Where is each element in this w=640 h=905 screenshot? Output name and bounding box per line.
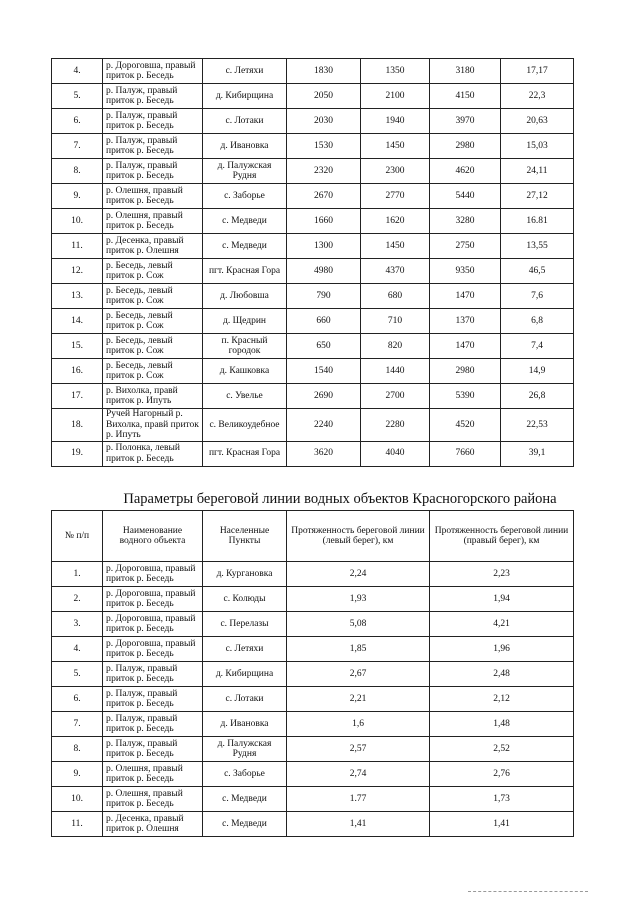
water-object-name: р. Десенка, правый приток р. Олешня xyxy=(103,234,203,259)
row-number: 19. xyxy=(52,441,103,466)
table-row xyxy=(52,637,574,662)
settlement: с. Перелазы xyxy=(203,612,287,637)
value-3: 4620 xyxy=(430,159,501,184)
table-row xyxy=(52,209,574,234)
value-1: 4980 xyxy=(287,259,361,284)
value-2: 2700 xyxy=(361,384,430,409)
right-bank-length: 2,12 xyxy=(430,687,574,712)
left-bank-length: 1.77 xyxy=(287,787,430,812)
left-bank-length: 2,24 xyxy=(287,562,430,587)
settlement: с. Медведи xyxy=(203,812,287,837)
water-object-name: р. Беседь, левый приток р. Сож xyxy=(103,334,203,359)
value-2: 2280 xyxy=(361,409,430,442)
value-2: 1940 xyxy=(361,109,430,134)
value-2: 820 xyxy=(361,334,430,359)
value-2: 1440 xyxy=(361,359,430,384)
value-3: 5440 xyxy=(430,184,501,209)
row-number: 9. xyxy=(52,762,103,787)
value-3: 2750 xyxy=(430,234,501,259)
value-2: 2770 xyxy=(361,184,430,209)
table-row xyxy=(52,284,574,309)
right-bank-length: 2,52 xyxy=(430,737,574,762)
water-object-name: р. Дороговша, правый приток р. Беседь xyxy=(103,587,203,612)
header-number: № п/п xyxy=(52,511,103,562)
water-object-name: р. Олешня, правый приток р. Беседь xyxy=(103,787,203,812)
value-4: 7,4 xyxy=(501,334,574,359)
row-number: 2. xyxy=(52,587,103,612)
water-object-name: р. Палуж, правый приток р. Беседь xyxy=(103,109,203,134)
water-object-name: р. Палуж, правый приток р. Беседь xyxy=(103,737,203,762)
shoreline-table xyxy=(51,510,574,837)
right-bank-length: 2,76 xyxy=(430,762,574,787)
table-row xyxy=(52,812,574,837)
table-row xyxy=(52,737,574,762)
row-number: 11. xyxy=(52,812,103,837)
right-bank-length: 1,96 xyxy=(430,637,574,662)
value-1: 2670 xyxy=(287,184,361,209)
value-2: 680 xyxy=(361,284,430,309)
left-bank-length: 1,85 xyxy=(287,637,430,662)
water-object-name: р. Полонка, левый приток р. Беседь xyxy=(103,441,203,466)
table-row xyxy=(52,359,574,384)
settlement: д. Ивановка xyxy=(203,712,287,737)
row-number: 18. xyxy=(52,409,103,442)
value-1: 1830 xyxy=(287,59,361,84)
table-row xyxy=(52,184,574,209)
value-2: 710 xyxy=(361,309,430,334)
value-3: 4150 xyxy=(430,84,501,109)
value-3: 2980 xyxy=(430,359,501,384)
value-4: 17,17 xyxy=(501,59,574,84)
table-row xyxy=(52,441,574,466)
row-number: 12. xyxy=(52,259,103,284)
value-1: 2320 xyxy=(287,159,361,184)
water-object-name: р. Беседь, левый приток р. Сож xyxy=(103,359,203,384)
value-4: 24,11 xyxy=(501,159,574,184)
row-number: 5. xyxy=(52,84,103,109)
settlement: д. Любовша xyxy=(203,284,287,309)
table-row xyxy=(52,662,574,687)
table-row xyxy=(52,84,574,109)
value-1: 660 xyxy=(287,309,361,334)
value-3: 3180 xyxy=(430,59,501,84)
value-2: 1450 xyxy=(361,134,430,159)
settlement: с. Летяхи xyxy=(203,59,287,84)
value-2: 1450 xyxy=(361,234,430,259)
table-row xyxy=(52,687,574,712)
value-3: 5390 xyxy=(430,384,501,409)
row-number: 10. xyxy=(52,209,103,234)
table-row xyxy=(52,159,574,184)
right-bank-length: 4,21 xyxy=(430,612,574,637)
table-row xyxy=(52,59,574,84)
value-3: 1370 xyxy=(430,309,501,334)
value-1: 2240 xyxy=(287,409,361,442)
row-number: 8. xyxy=(52,159,103,184)
settlement: с. Лотаки xyxy=(203,687,287,712)
value-2: 1620 xyxy=(361,209,430,234)
value-4: 14,9 xyxy=(501,359,574,384)
row-number: 13. xyxy=(52,284,103,309)
table-row xyxy=(52,234,574,259)
settlement: пгт. Красная Гора xyxy=(203,259,287,284)
left-bank-length: 5,08 xyxy=(287,612,430,637)
settlement: д. Палужская Рудня xyxy=(203,737,287,762)
water-object-name: р. Дороговша, правый приток р. Беседь xyxy=(103,59,203,84)
value-3: 3970 xyxy=(430,109,501,134)
water-object-name: р. Палуж, правый приток р. Беседь xyxy=(103,662,203,687)
table-row xyxy=(52,384,574,409)
table-row xyxy=(52,409,574,442)
table-row xyxy=(52,309,574,334)
row-number: 3. xyxy=(52,612,103,637)
water-object-name: р. Палуж, правый приток р. Беседь xyxy=(103,712,203,737)
settlement: пгт. Красная Гора xyxy=(203,441,287,466)
table-row xyxy=(52,587,574,612)
water-object-name: р. Палуж, правый приток р. Беседь xyxy=(103,84,203,109)
settlement: д. Щедрин xyxy=(203,309,287,334)
header-right-bank: Протяженность береговой линии (правый берег), км xyxy=(430,511,574,562)
value-4: 20,63 xyxy=(501,109,574,134)
settlement: д. Кибирщина xyxy=(203,662,287,687)
value-4: 16.81 xyxy=(501,209,574,234)
right-bank-length: 1,94 xyxy=(430,587,574,612)
shoreline-table-body xyxy=(52,562,574,837)
left-bank-length: 1,93 xyxy=(287,587,430,612)
row-number: 1. xyxy=(52,562,103,587)
right-bank-length: 1,48 xyxy=(430,712,574,737)
value-1: 3620 xyxy=(287,441,361,466)
value-4: 22,53 xyxy=(501,409,574,442)
value-3: 9350 xyxy=(430,259,501,284)
table-row xyxy=(52,109,574,134)
settlement: с. Заборье xyxy=(203,184,287,209)
right-bank-length: 2,23 xyxy=(430,562,574,587)
settlement: п. Красный городок xyxy=(203,334,287,359)
left-bank-length: 1,41 xyxy=(287,812,430,837)
water-object-name: р. Олешня, правый приток р. Беседь xyxy=(103,209,203,234)
row-number: 4. xyxy=(52,59,103,84)
right-bank-length: 1,73 xyxy=(430,787,574,812)
value-1: 1660 xyxy=(287,209,361,234)
value-3: 7660 xyxy=(430,441,501,466)
row-number: 4. xyxy=(52,637,103,662)
water-object-name: р. Палуж, правый приток р. Беседь xyxy=(103,687,203,712)
settlement: с. Увелье xyxy=(203,384,287,409)
value-1: 2050 xyxy=(287,84,361,109)
right-bank-length: 1,41 xyxy=(430,812,574,837)
value-2: 2100 xyxy=(361,84,430,109)
table-row xyxy=(52,134,574,159)
row-number: 15. xyxy=(52,334,103,359)
row-number: 16. xyxy=(52,359,103,384)
header-settlements: Населенные Пункты xyxy=(203,511,287,562)
value-4: 22,3 xyxy=(501,84,574,109)
row-number: 6. xyxy=(52,109,103,134)
table-row xyxy=(52,562,574,587)
right-bank-length: 2,48 xyxy=(430,662,574,687)
header-left-bank: Протяженность береговой линии (левый берег), км xyxy=(287,511,430,562)
settlement: д. Кашковка xyxy=(203,359,287,384)
value-4: 26,8 xyxy=(501,384,574,409)
row-number: 6. xyxy=(52,687,103,712)
settlement: д. Кибирщина xyxy=(203,84,287,109)
table-row xyxy=(52,334,574,359)
value-2: 4040 xyxy=(361,441,430,466)
settlement: с. Медведи xyxy=(203,209,287,234)
value-4: 39,1 xyxy=(501,441,574,466)
water-object-name: р. Палуж, правый приток р. Беседь xyxy=(103,159,203,184)
value-1: 650 xyxy=(287,334,361,359)
row-number: 9. xyxy=(52,184,103,209)
value-2: 4370 xyxy=(361,259,430,284)
settlement: с. Заборье xyxy=(203,762,287,787)
value-4: 15,03 xyxy=(501,134,574,159)
value-4: 27,12 xyxy=(501,184,574,209)
value-4: 46,5 xyxy=(501,259,574,284)
page-edge-mark xyxy=(468,891,588,892)
left-bank-length: 2,67 xyxy=(287,662,430,687)
value-4: 7,6 xyxy=(501,284,574,309)
value-2: 2300 xyxy=(361,159,430,184)
water-object-name: р. Дороговша, правый приток р. Беседь xyxy=(103,562,203,587)
value-1: 2030 xyxy=(287,109,361,134)
settlement: с. Медведи xyxy=(203,787,287,812)
row-number: 7. xyxy=(52,712,103,737)
value-3: 4520 xyxy=(430,409,501,442)
settlement: д. Ивановка xyxy=(203,134,287,159)
left-bank-length: 2,74 xyxy=(287,762,430,787)
header-object-name: Наименование водного объекта xyxy=(103,511,203,562)
table-row xyxy=(52,612,574,637)
value-1: 1540 xyxy=(287,359,361,384)
settlement: д. Кургановка xyxy=(203,562,287,587)
water-object-name: р. Вихолка, правй приток р. Ипуть xyxy=(103,384,203,409)
water-object-name: р. Беседь, левый приток р. Сож xyxy=(103,309,203,334)
value-3: 1470 xyxy=(430,334,501,359)
value-3: 1470 xyxy=(430,284,501,309)
settlement: д. Палужская Рудня xyxy=(203,159,287,184)
table-row xyxy=(52,259,574,284)
value-1: 1530 xyxy=(287,134,361,159)
water-object-name: р. Палуж, правый приток р. Беседь xyxy=(103,134,203,159)
value-4: 13,55 xyxy=(501,234,574,259)
row-number: 7. xyxy=(52,134,103,159)
value-1: 1300 xyxy=(287,234,361,259)
row-number: 14. xyxy=(52,309,103,334)
water-object-name: р. Дороговша, правый приток р. Беседь xyxy=(103,612,203,637)
settlement: с. Летяхи xyxy=(203,637,287,662)
table-row xyxy=(52,712,574,737)
value-1: 790 xyxy=(287,284,361,309)
water-object-name: Ручей Нагорный р. Вихолка, правй приток р. Ипуть xyxy=(103,409,203,442)
water-object-name: р. Олешня, правый приток р. Беседь xyxy=(103,184,203,209)
water-object-name: р. Олешня, правый приток р. Беседь xyxy=(103,762,203,787)
value-3: 3280 xyxy=(430,209,501,234)
value-4: 6,8 xyxy=(501,309,574,334)
section-title: Параметры береговой линии водных объектов Красногорского района xyxy=(123,491,557,507)
settlement: с. Колюды xyxy=(203,587,287,612)
row-number: 8. xyxy=(52,737,103,762)
settlement: с. Великоудебное xyxy=(203,409,287,442)
value-3: 2980 xyxy=(430,134,501,159)
row-number: 5. xyxy=(52,662,103,687)
row-number: 11. xyxy=(52,234,103,259)
water-object-name: р. Беседь, левый приток р. Сож xyxy=(103,259,203,284)
settlement: с. Лотаки xyxy=(203,109,287,134)
left-bank-length: 2,21 xyxy=(287,687,430,712)
water-object-name: р. Десенка, правый приток р. Олешня xyxy=(103,812,203,837)
table-row xyxy=(52,787,574,812)
table-row xyxy=(52,762,574,787)
shoreline-table-header-row xyxy=(52,511,574,562)
value-2: 1350 xyxy=(361,59,430,84)
row-number: 17. xyxy=(52,384,103,409)
value-1: 2690 xyxy=(287,384,361,409)
left-bank-length: 1,6 xyxy=(287,712,430,737)
water-objects-table xyxy=(51,58,574,467)
water-objects-table-body xyxy=(52,59,574,467)
left-bank-length: 2,57 xyxy=(287,737,430,762)
row-number: 10. xyxy=(52,787,103,812)
water-object-name: р. Дороговша, правый приток р. Беседь xyxy=(103,637,203,662)
settlement: с. Медведи xyxy=(203,234,287,259)
water-object-name: р. Беседь, левый приток р. Сож xyxy=(103,284,203,309)
